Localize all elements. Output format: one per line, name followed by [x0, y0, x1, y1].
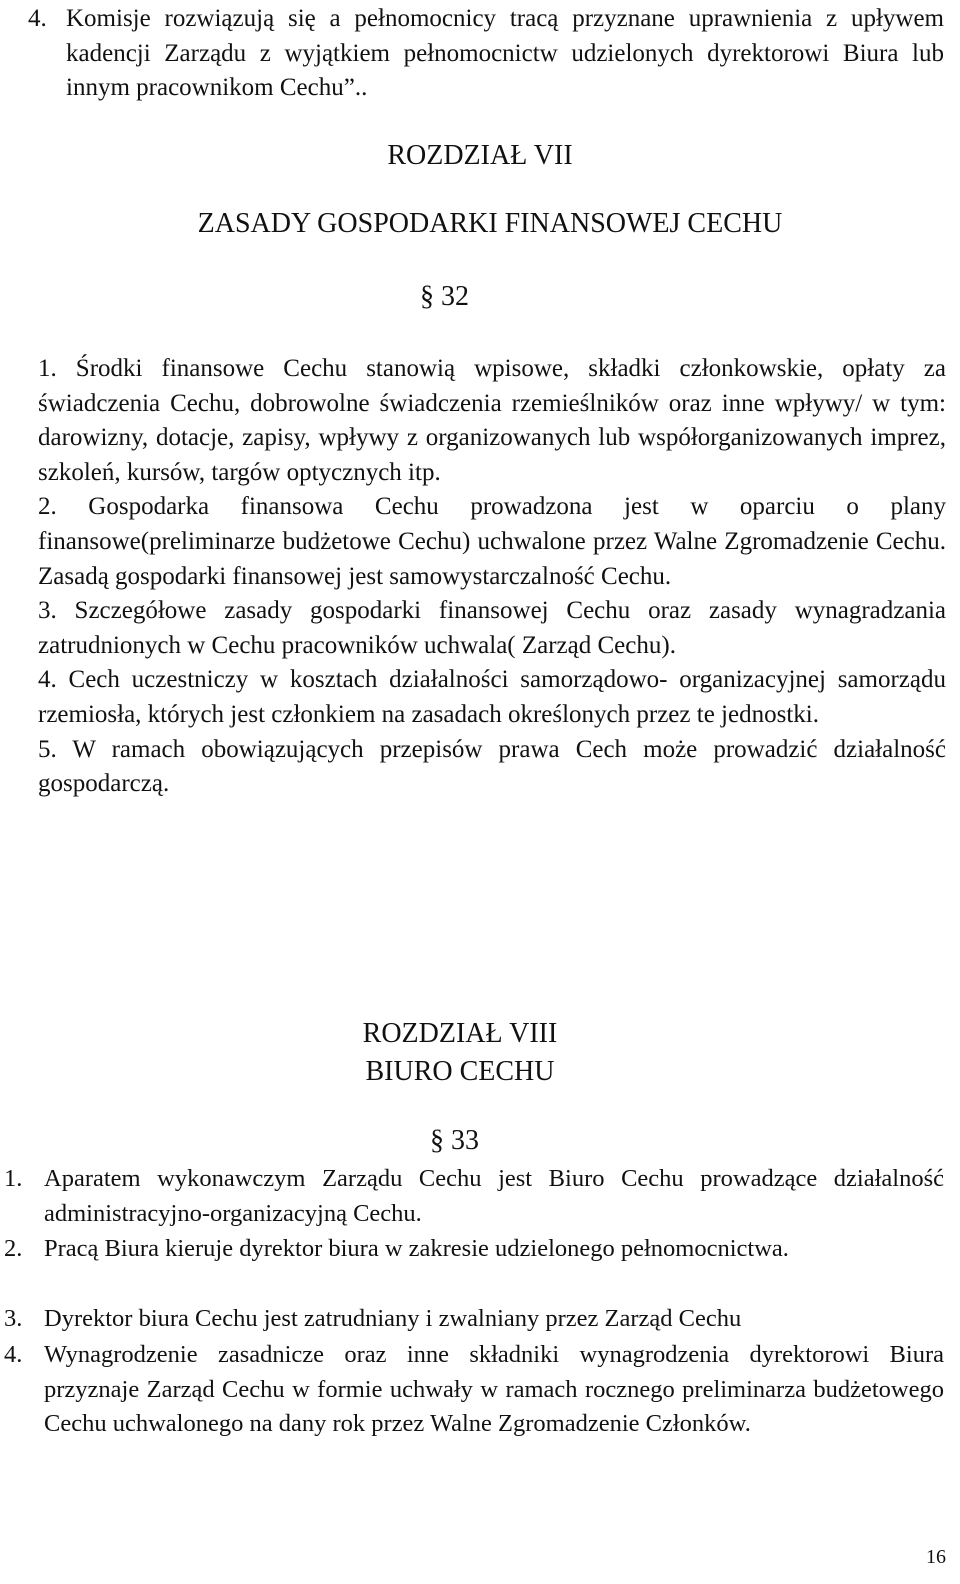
item-number: 4. — [38, 666, 69, 694]
list-item — [38, 352, 946, 490]
list-item — [4, 1302, 944, 1337]
list-item — [38, 663, 946, 732]
item-number: 2. — [38, 493, 89, 521]
item-number: 4. — [28, 5, 47, 32]
chapter-heading: ROZDZIAŁ VII — [387, 140, 573, 171]
item-text: Aparatem wykonawczym Zarządu Cechu jest Biuro Cechu prowadzące działalność administracyjno-organizacyjną Cechu. — [44, 1165, 944, 1227]
chapter7-list — [38, 352, 946, 802]
item-text: W ramach obowiązujących przepisów prawa Cech może prowadzić działalność gospodarczą. — [38, 735, 946, 798]
item-text: Pracą Biura kieruje dyrektor biura w zakresie udzielonego pełnomocnictwa. — [44, 1235, 789, 1262]
list-item — [4, 1162, 944, 1231]
item-text: Wynagrodzenie zasadnicze oraz inne składniki wynagrodzenia dyrektorowi Biura przyznaje Zarząd Cechu w formie uchwały w ramach rocznego preliminarza budżetowego Cechu uchwalonego na dany rok przez Walne Zgromadzenie Członków. — [44, 1341, 944, 1437]
item-number: 5. — [38, 735, 73, 763]
item-text: Dyrektor biura Cechu jest zatrudniany i zwalniany przez Zarząd Cechu — [44, 1305, 742, 1332]
list-item — [28, 2, 944, 106]
item-number: 3. — [4, 1305, 23, 1332]
paragraph-number: § 32 — [420, 281, 469, 312]
chapter-title: BIURO CECHU — [365, 1056, 555, 1087]
item-number: 3. — [38, 597, 75, 625]
item-text: Szczegółowe zasady gospodarki finansowej Cechu oraz zasady wynagradzania zatrudnionych w Cechu pracowników uchwala( Zarząd Cechu). — [38, 597, 946, 659]
item-text: Komisje rozwiązują się a pełnomocnicy tracą przyznane uprawnienia z upływem kadencji Zarządu z wyjątkiem pełnomocnictw udzielonych dyrektorowi Biura lub innym pracownikom Cechu”.. — [66, 5, 944, 101]
item-text: Gospodarka finansowa Cechu prowadzona jest w oparciu o plany finansowe(preliminarze budżetowe Cechu) uchwalone przez Walne Zgromadzenie Cechu. Zasadą gospodarki finansowej jest samowystarczalność Cechu. — [38, 493, 947, 590]
list-item — [38, 490, 946, 594]
paragraph-number: § 33 — [430, 1125, 479, 1156]
chapter-title: ZASADY GOSPODARKI FINANSOWEJ CECHU — [197, 208, 783, 239]
item-number: 1. — [38, 355, 76, 382]
list-item — [4, 1338, 944, 1442]
list-item — [4, 1232, 944, 1267]
chapter-heading: ROZDZIAŁ VIII — [362, 1018, 558, 1049]
item-number: 4. — [4, 1341, 23, 1368]
page-number: 16 — [926, 1546, 946, 1568]
list-item — [38, 594, 946, 663]
list-item — [38, 733, 946, 802]
item-number: 1. — [4, 1165, 23, 1192]
item-text: Środki finansowe Cechu stanowią wpisowe, składki członkowskie, opłaty za świadczenia Cechu, dobrowolne świadczenia rzemieślników oraz inne wpływy/ w tym: darowizny, dotacje, zapisy, wpływy z organizowanych lub współorganizowanych imprez, szkoleń, kursów, targów optycznych itp. — [38, 355, 946, 486]
item-number: 2. — [4, 1235, 23, 1262]
item-text: Cech uczestniczy w kosztach działalności samorządowo- organizacyjnej samorządu rzemiosła, których jest członkiem na zasadach określonych przez te jednostki. — [38, 666, 946, 728]
